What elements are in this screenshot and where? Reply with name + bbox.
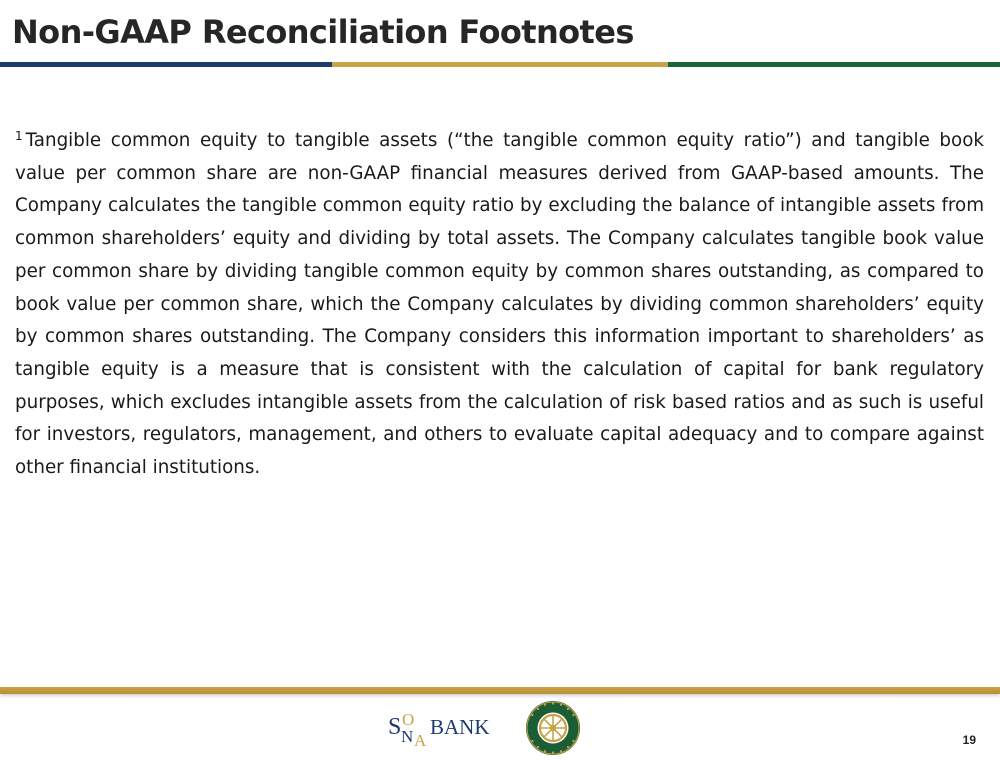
page-number: 19 xyxy=(962,733,976,747)
page-title: Non-GAAP Reconciliation Footnotes xyxy=(12,13,634,51)
sonabank-logo xyxy=(388,706,508,750)
rule-segment-green xyxy=(668,62,1000,67)
footnote-text: Tangible common equity to tangible assets (“the tangible common equity ratio”) and tangible book value per common share are non-GAAP financial measures derived from GAAP-based amounts. The Company calculates the tangible common equity ratio by excluding the balance of intangible assets from common shareholders’ equity and dividing by total assets. The Company calculates tangible book value per common share by dividing tangible common equity by common shares outstanding, as compared to book value per common share, which the Company calculates by dividing common shareholders’ equity by common shares outstanding. The Company considers this information important to shareholders’ as tangible equity is a measure that is consistent with the calculation of capital for bank regulatory purposes, which excludes intangible assets from the calculation of risk based ratios and as such is useful for investors, regulators, management, and others to evaluate capital adequacy and to compare against other financial institutions. xyxy=(15,130,984,479)
footnote-marker: 1 xyxy=(15,129,23,143)
rule-segment-navy xyxy=(0,62,332,67)
rule-segment-gold xyxy=(332,62,668,67)
logo-letter-o: O xyxy=(402,710,415,729)
wheel-seal-icon xyxy=(520,698,586,758)
logo-letter-a: A xyxy=(414,731,427,750)
footer-rule xyxy=(0,687,1000,694)
logo-word-bank: BANK xyxy=(430,715,490,739)
logo-letter-s: S xyxy=(388,714,402,740)
title-underline-rule xyxy=(0,62,1000,67)
footnote-paragraph xyxy=(15,125,984,485)
logo-letter-n: N xyxy=(401,727,414,746)
